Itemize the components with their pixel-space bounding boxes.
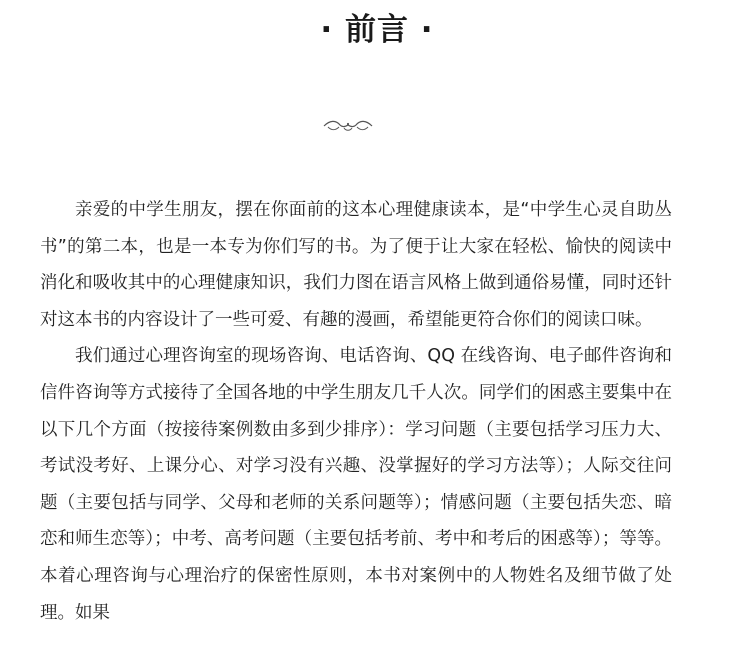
- paragraph-1: 亲爱的中学生朋友，摆在你面前的这本心理健康读本，是“中学生心灵自助丛书”的第二本，也是一本专为你们写的书。为了便于让大家在轻松、愉快的阅读中消化和吸收其中的心理健康知识，我们力图在语言风格上做到通俗易懂，同时还针对这本书的内容设计了一些可爱、有趣的漫画，希望能更符合你们的阅读口味。: [40, 200, 672, 330]
- preface-body: [40, 192, 672, 631]
- floral-divider-icon: [322, 117, 374, 135]
- paragraph-2: 我们通过心理咨询室的现场咨询、电话咨询、QQ 在线咨询、电子邮件咨询和信件咨询等方式接待了全国各地的中学生朋友几千人次。同学们的困惑主要集中在以下几个方面（按接待案例数由多到少排序）：学习问题（主要包括学习压力大、考试没考好、上课分心、对学习没有兴趣、没掌握好的学习方法等）；人际交往问题（主要包括与同学、父母和老师的关系问题等）；情感问题（主要包括失恋、暗恋和师生恋等）；中考、高考问题（主要包括考前、考中和考后的困惑等）；等等。本着心理咨询与心理治疗的保密性原则，本书对案例中的人物姓名及细节做了处理。如果: [40, 346, 672, 623]
- page-title: · 前言 ·: [320, 12, 434, 48]
